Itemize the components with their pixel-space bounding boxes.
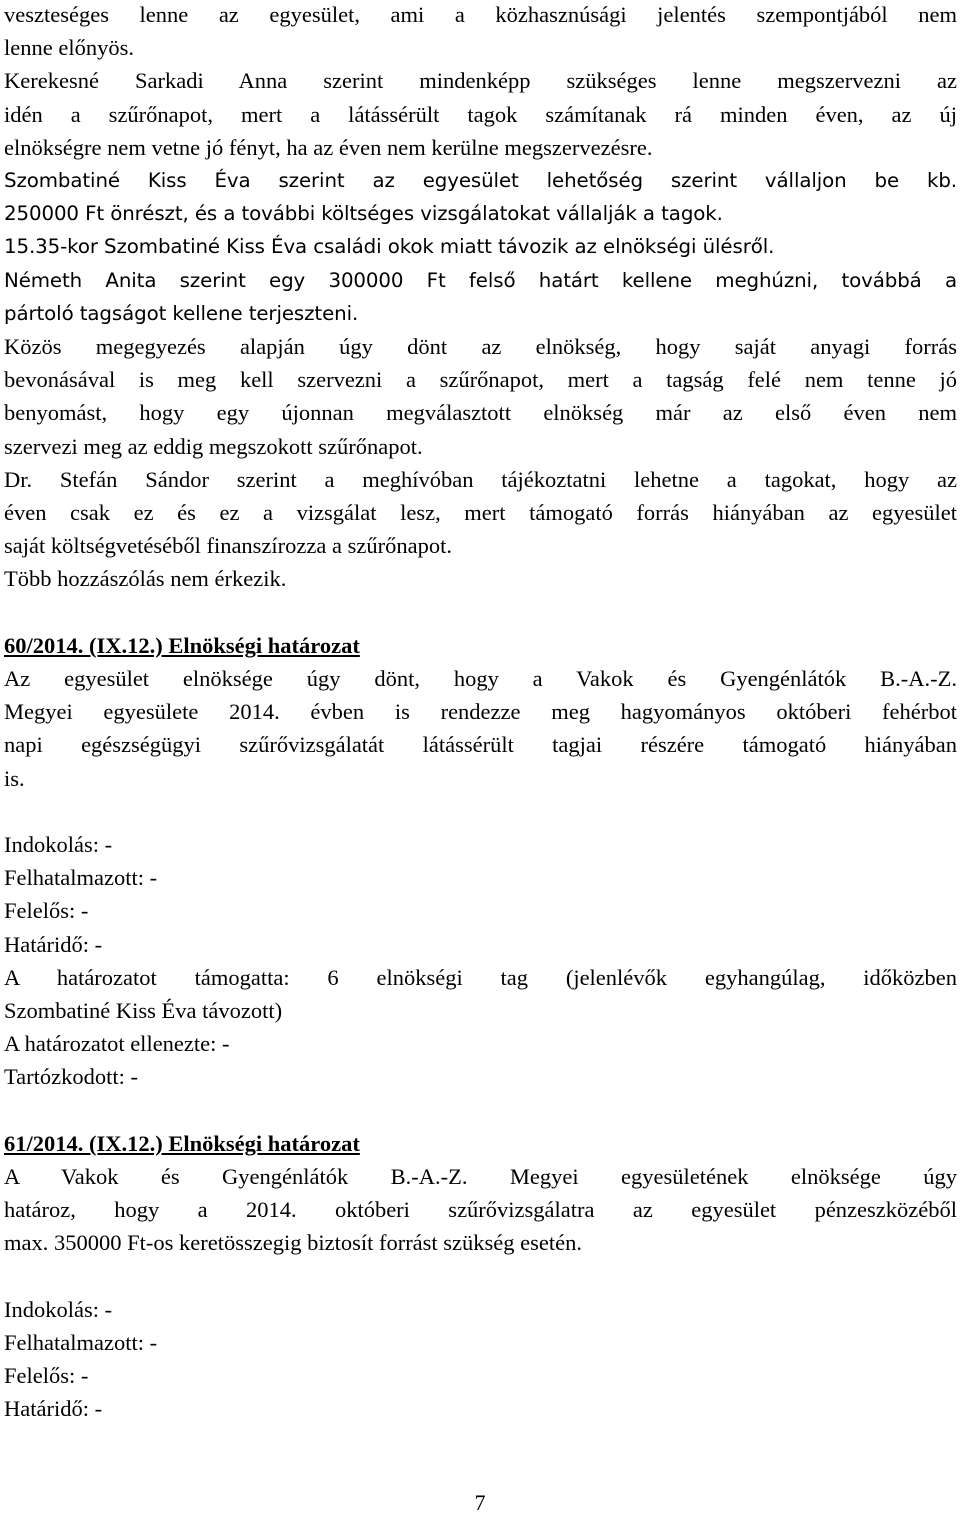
text-line: bevonásával is meg kell szervezni a szűrőnapot, mert a tagság felé nem tenne jó — [4, 367, 957, 393]
vote-abstained: Tartózkodott: - — [4, 1064, 139, 1090]
resolution-60 — [4, 629, 957, 1094]
field-felhatalmazott: Felhatalmazott: - — [4, 1330, 158, 1356]
field-felelos: Felelős: - — [4, 898, 89, 924]
text-line: éven csak ez és ez a vizsgálat lesz, mert támogató forrás hiányában az egyesület — [4, 500, 957, 526]
field-hatarido: Határidő: - — [4, 1396, 103, 1422]
blank-line — [4, 596, 957, 629]
text-line: elnökségre nem vetne jó fényt, ha az éven nem kerülne megszervezésre. — [4, 134, 653, 160]
text-line: Szombatiné Kiss Éva szerint az egyesület lehetőség szerint vállaljon be kb. — [4, 169, 957, 193]
intro-paragraph — [4, 0, 957, 164]
text-line: Az egyesület elnöksége úgy dönt, hogy a Vakok és Gyengénlátók B.-A.-Z. — [4, 666, 957, 692]
field-indokolas: Indokolás: - — [4, 1296, 113, 1322]
text-line: benyomást, hogy egy újonnan megválasztott elnökség már az első éven nem — [4, 400, 957, 426]
text-line: 15.35-kor Szombatiné Kiss Éva családi okok miatt távozik az elnökségi ülésről. — [4, 235, 775, 259]
text-line: Több hozzászólás nem érkezik. — [4, 566, 287, 592]
resolution-61 — [4, 1127, 957, 1426]
text-line: szervezi meg az eddig megszokott szűrőnapot. — [4, 433, 423, 459]
text-line: is. — [4, 765, 25, 791]
blank-line — [4, 1094, 957, 1127]
text-line: Megyei egyesülete 2014. évben is rendezze meg hagyományos októberi fehérbot — [4, 699, 957, 725]
resolution-heading: 61/2014. (IX.12.) Elnökségi határozat — [4, 1130, 360, 1156]
text-line: napi egészségügyi szűrővizsgálatát látássérült tagjai részére támogató hiányában — [4, 732, 957, 758]
text-line: saját költségvetéséből finanszírozza a szűrőnapot. — [4, 533, 452, 559]
text-line: veszteséges lenne az egyesület, ami a közhasznúsági jelentés szempontjából nem — [4, 2, 957, 27]
field-felelos: Felelős: - — [4, 1363, 89, 1389]
document-page — [4, 0, 957, 1426]
vote-opposed: A határozatot ellenezte: - — [4, 1031, 230, 1057]
text-line: pártoló tagságot kellene terjeszteni. — [4, 301, 359, 325]
page-number: 7 — [474, 1490, 486, 1515]
blank-line — [4, 795, 957, 828]
text-line: Kerekesné Sarkadi Anna szerint mindenképp szükséges lenne megszervezni az — [4, 68, 957, 94]
text-line: max. 350000 Ft-os keretösszegig biztosít forrást szükség esetén. — [4, 1230, 583, 1256]
comments-paragraph — [4, 164, 957, 330]
text-line: A Vakok és Gyengénlátók B.-A.-Z. Megyei egyesületének elnöksége úgy — [4, 1164, 957, 1190]
text-line: lenne előnyös. — [4, 35, 134, 61]
field-indokolas: Indokolás: - — [4, 832, 113, 858]
text-line: 250000 Ft önrészt, és a további költséges vizsgálatokat vállalják a tagok. — [4, 202, 723, 226]
vote-supported: A határozatot támogatta: 6 elnökségi tag (jelenlévők egyhangúlag, időközben — [4, 964, 957, 990]
text-line: határoz, hogy a 2014. októberi szűrővizsgálatra az egyesület pénzeszközéből — [4, 1197, 957, 1223]
blank-line — [4, 1260, 957, 1293]
text-line: Dr. Stefán Sándor szerint a meghívóban tájékoztatni lehetne a tagokat, hogy az — [4, 466, 957, 492]
text-line: Közös megegyezés alapján úgy dönt az elnökség, hogy saját anyagi forrás — [4, 334, 957, 360]
field-felhatalmazott: Felhatalmazott: - — [4, 865, 158, 891]
field-hatarido: Határidő: - — [4, 931, 103, 957]
text-line: Németh Anita szerint egy 300000 Ft felső határt kellene meghúzni, továbbá a — [4, 268, 957, 292]
text-line: idén a szűrőnapot, mert a látássérült tagok számítanak rá minden éven, az új — [4, 101, 957, 127]
discussion-paragraph — [4, 330, 957, 596]
vote-supported-cont: Szombatiné Kiss Éva távozott) — [4, 998, 283, 1024]
resolution-heading: 60/2014. (IX.12.) Elnökségi határozat — [4, 632, 360, 658]
